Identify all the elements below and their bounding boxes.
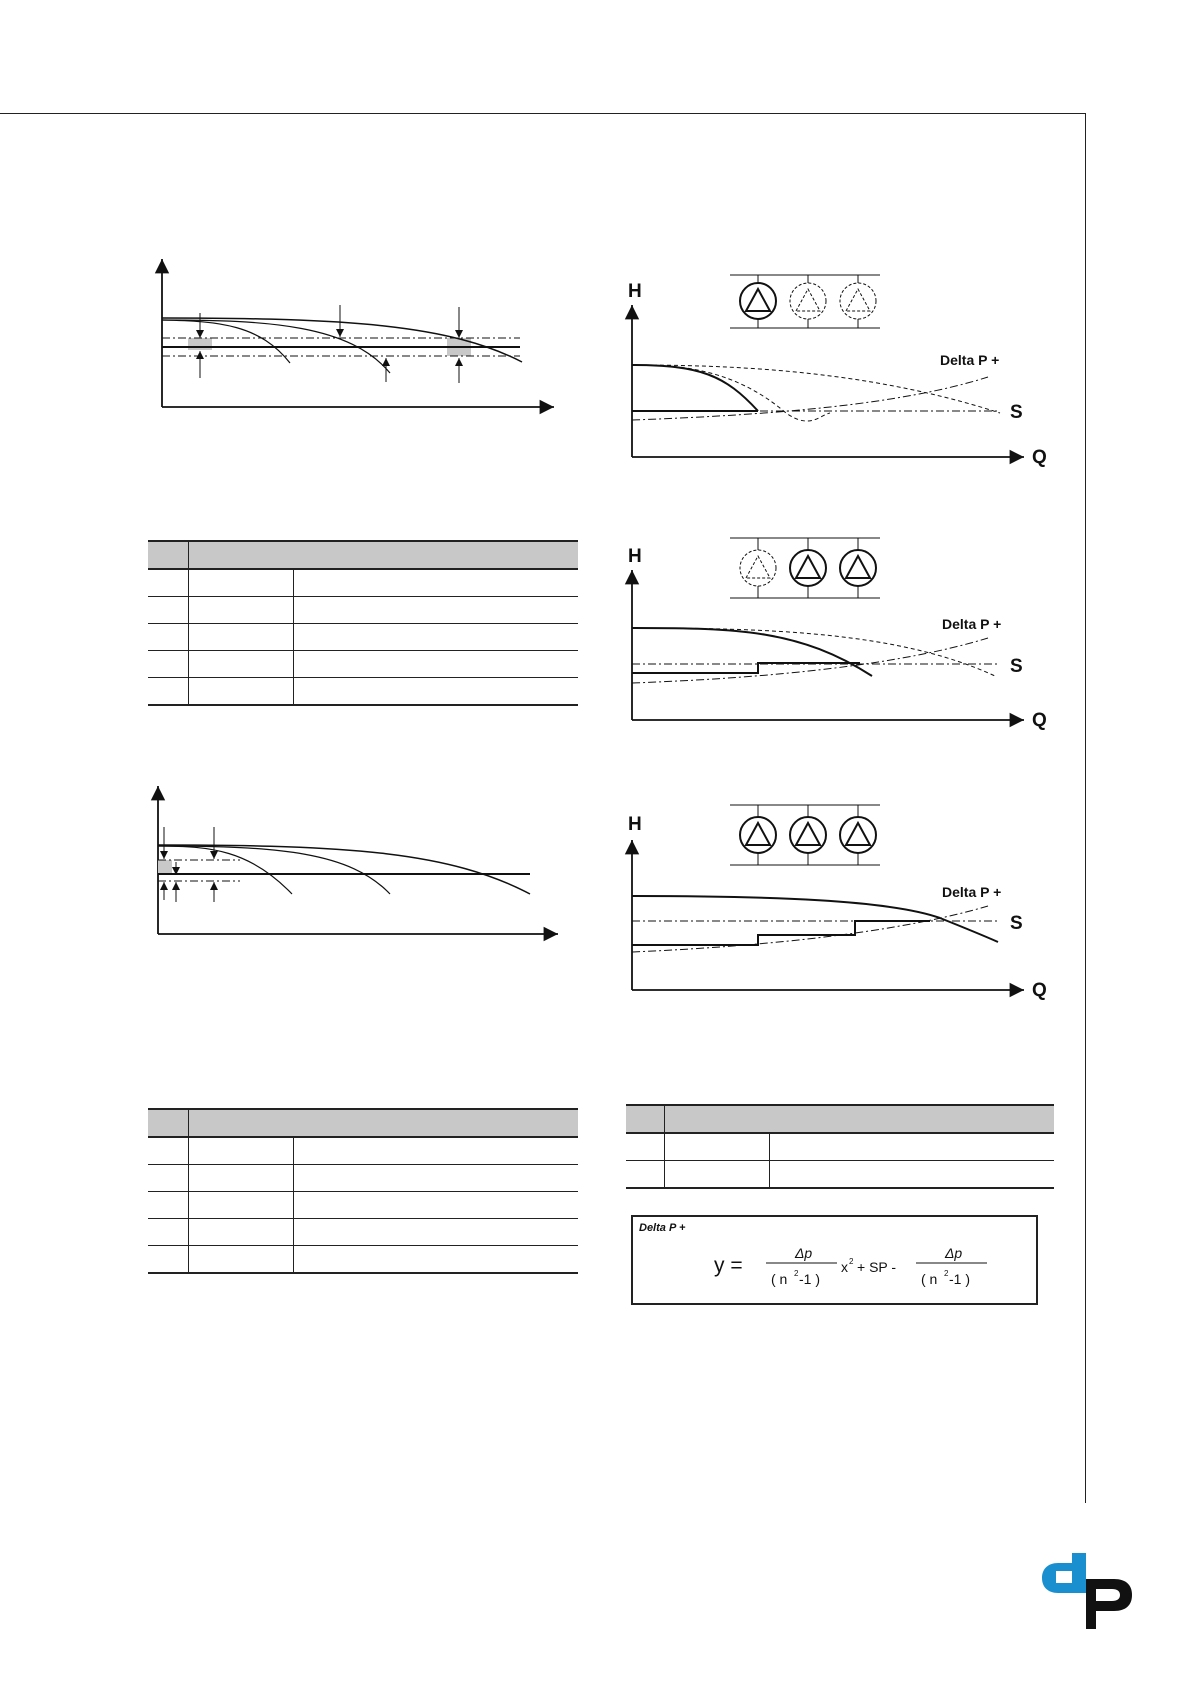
pump-3-active-icon (840, 805, 876, 865)
setpoint-label: S (1010, 656, 1023, 677)
fraction-2-numerator: Δp (945, 1245, 963, 1261)
fraction-1-numerator: Δp (795, 1245, 813, 1261)
q-axis-label: Q (1032, 980, 1047, 1001)
pump-curve-1 (162, 320, 290, 363)
fraction-1-den-exp: 2 (794, 1269, 799, 1278)
h-axis-label: H (628, 546, 642, 567)
table-row (626, 1161, 1054, 1189)
formula-x-exp: 2 (849, 1257, 854, 1266)
dp-logo (1040, 1545, 1140, 1629)
chart-right-1 (620, 265, 1060, 468)
parameter-table-2 (148, 1108, 578, 1274)
table-row (148, 1165, 578, 1192)
formula-middle: + SP - (857, 1259, 897, 1275)
delta-p-label: Delta P + (940, 352, 1000, 368)
pump-1-standby-icon (740, 538, 776, 598)
parameter-table-1 (148, 540, 578, 706)
fraction-2-den-close: -1 ) (949, 1271, 970, 1287)
pump-2-active-icon (790, 538, 826, 598)
table-row (148, 624, 578, 651)
table-row (148, 651, 578, 678)
formula-x: x (841, 1259, 848, 1275)
pump-2-standby-icon (790, 275, 826, 328)
table-row (148, 1137, 578, 1165)
pump-1-active-icon (740, 275, 776, 328)
q-axis-label: Q (1032, 710, 1047, 731)
pump-2-active-icon (790, 805, 826, 865)
pump-1-active-icon (740, 805, 776, 865)
parameter-table-3 (626, 1104, 1054, 1189)
chart-left-top (150, 255, 560, 415)
fraction-1-den-close: -1 ) (799, 1271, 820, 1287)
setpoint-label: S (1010, 402, 1023, 423)
h-axis-label: H (628, 814, 642, 835)
band-marker-1 (188, 338, 212, 350)
pump-bank (730, 538, 880, 598)
q-axis-label: Q (1032, 447, 1047, 468)
table-row (148, 1192, 578, 1219)
h-axis-label: H (628, 281, 642, 302)
table-row (626, 1133, 1054, 1161)
pump-bank (730, 805, 880, 865)
table-row (148, 597, 578, 624)
pump-3-standby-icon (840, 275, 876, 328)
pump-bank (730, 275, 880, 328)
page-frame-right (1085, 113, 1086, 1503)
table-row (148, 569, 578, 597)
fraction-1-den-open: ( n (771, 1271, 788, 1287)
fraction-2-den-exp: 2 (944, 1269, 949, 1278)
chart-right-3 (620, 800, 1060, 1000)
table-row (148, 678, 578, 706)
formula-title: Delta P + (639, 1222, 686, 1234)
setpoint-label: S (1010, 913, 1023, 934)
delta-p-formula-box (631, 1215, 1038, 1305)
formula (633, 1217, 1036, 1303)
chart-left-bottom (150, 782, 560, 942)
fraction-2-den-open: ( n (921, 1271, 938, 1287)
table-row (148, 1219, 578, 1246)
table-row (148, 1246, 578, 1274)
page-frame-top (0, 113, 1086, 114)
delta-p-label: Delta P + (942, 884, 1002, 900)
pump-3-active-icon (840, 538, 876, 598)
formula-lhs: y = (714, 1254, 743, 1277)
delta-p-label: Delta P + (942, 616, 1002, 632)
chart-right-2 (620, 530, 1060, 730)
